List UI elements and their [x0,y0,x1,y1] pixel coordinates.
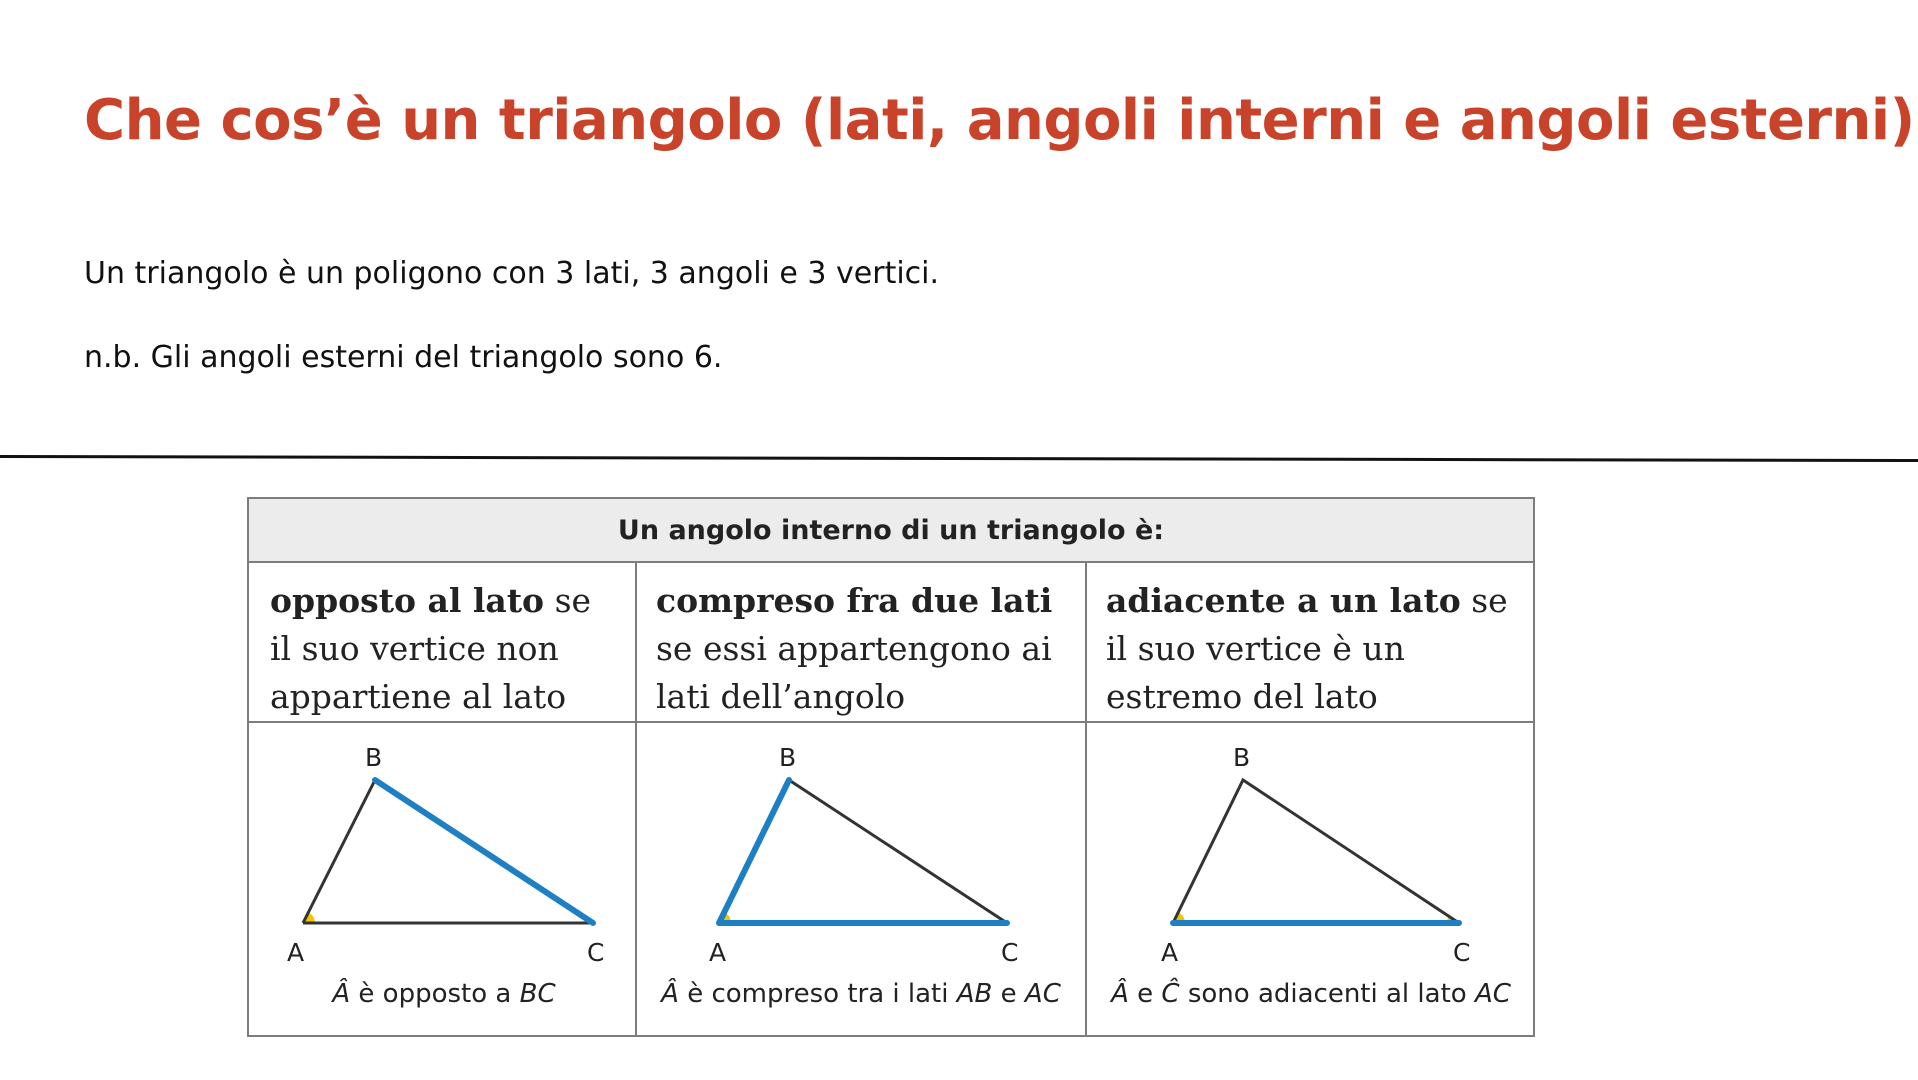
table-header: Un angolo interno di un triangolo è: [249,499,1533,563]
angle-a-symbol: Â [1111,979,1129,1009]
vertex-label-b: B [779,743,797,772]
triangle-side-bc [789,780,1007,923]
page-title: Che cos’è un triangolo (lati, angoli interni e angoli esterni) [84,88,1915,153]
sides-ab-ac-highlight [719,780,1007,923]
side-bc-highlight [375,780,593,923]
triangle-sides [303,780,593,923]
description-opposite: se il suo vertice non appartiene al lato [270,581,592,716]
vertex-label-b: B [1233,743,1251,772]
note-text: n.b. Gli angoli esterni del triangolo sono 6. [84,340,723,375]
vertex-label-c: C [1453,938,1471,967]
vertex-label-a: A [287,938,305,967]
vertex-label-a: A [1161,938,1179,967]
caption-opposite-text: è opposto a [350,979,520,1009]
cell-adjacent-description [1106,577,1526,721]
segment-bc: BC [519,979,556,1009]
cell-opposite-description [270,577,620,721]
angle-types-table [247,497,1535,1037]
caption-and: e [992,979,1025,1009]
triangle-sides [1173,780,1459,923]
segment-ac: AC [1474,979,1511,1009]
caption-included [637,979,1085,1009]
caption-opposite [253,979,635,1009]
figure-adjacent [1087,725,1535,1035]
vertex-label-c: C [587,938,605,967]
vertex-label-c: C [1001,938,1019,967]
description-adjacent: se il suo vertice è un estremo del lato [1106,581,1508,716]
row-divider [249,721,1533,723]
vertex-label-a: A [709,938,727,967]
caption-and: e [1128,979,1162,1009]
cell-included-description [656,577,1076,721]
divider-line [0,455,1918,462]
angle-a-symbol: Â [661,979,679,1009]
definition-text: Un triangolo è un poligono con 3 lati, 3 angoli e 3 vertici. [84,256,940,291]
segment-ab: AB [956,979,993,1009]
angle-c-symbol: Ĉ [1161,979,1180,1009]
caption-adjacent-text: sono adiacenti al lato [1179,979,1475,1009]
term-opposite: opposto al lato [270,581,545,620]
angle-a-symbol: Â [332,979,351,1009]
description-included: se essi appartengono ai lati dell’angolo [656,629,1052,716]
segment-ac: AC [1024,979,1061,1009]
vertex-label-b: B [365,743,383,772]
term-adjacent: adiacente a un lato [1106,581,1461,620]
figure-included [637,725,1085,1035]
term-included: compreso fra due lati [656,581,1053,620]
figure-opposite [253,725,635,1035]
caption-adjacent [1087,979,1535,1009]
caption-included-text: è compreso tra i lati [678,979,957,1009]
